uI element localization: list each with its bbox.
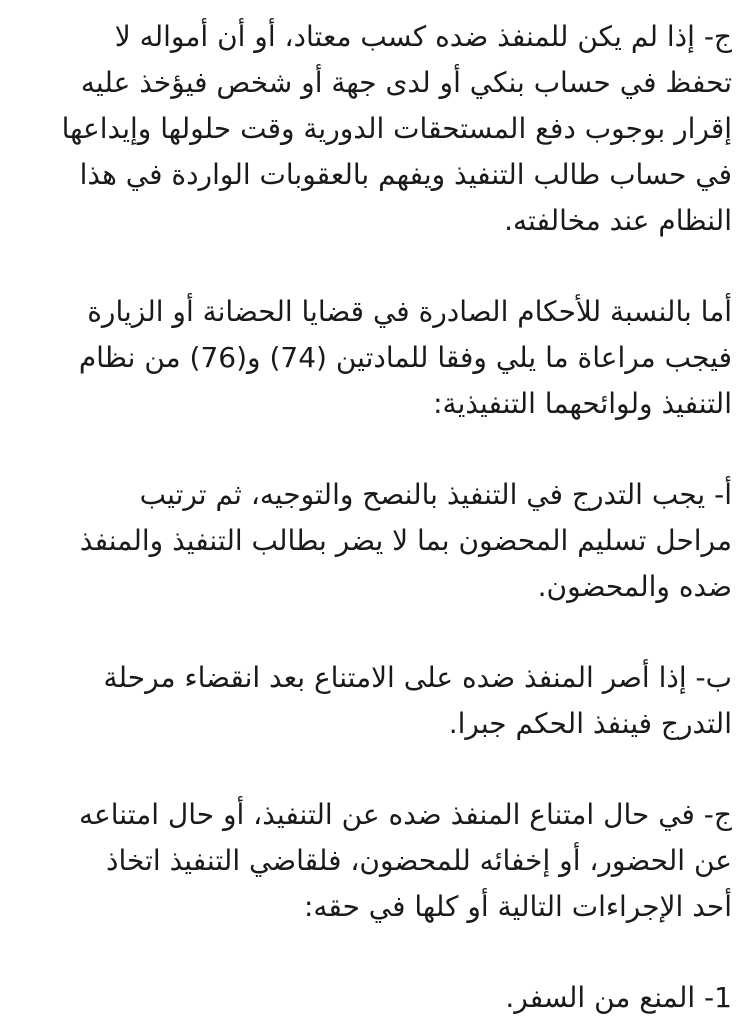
paragraph-custody-intro <box>22 289 732 427</box>
text-line: أ- يجب التدرج في التنفيذ بالنصح والتوجيه، ثم ترتيب <box>139 478 732 511</box>
text-line: فيجب مراعاة ما يلي وفقا للمادتين (74) و(76) من نظام <box>78 341 732 374</box>
text-line: عن الحضور، أو إخفائه للمحضون، فلقاضي التنفيذ اتخاذ <box>106 844 732 877</box>
text-line: ج- إذا لم يكن للمنفذ ضده كسب معتاد، أو أن أمواله لا <box>114 20 732 53</box>
text-line: التدرج فينفذ الحكم جبرا. <box>448 707 732 740</box>
text-line: أحد الإجراءات التالية أو كلها في حقه: <box>303 890 732 923</box>
paragraph-jeem-clause-2 <box>22 792 732 930</box>
paragraph-spacer <box>22 930 732 975</box>
text-line: أما بالنسبة للأحكام الصادرة في قضايا الحضانة أو الزيارة <box>87 295 732 328</box>
paragraph-spacer <box>22 244 732 289</box>
text-line: في حساب طالب التنفيذ ويفهم بالعقوبات الواردة في هذا <box>79 158 732 191</box>
paragraph-spacer <box>22 610 732 655</box>
paragraph-spacer <box>22 747 732 792</box>
text-line: إقرار بوجوب دفع المستحقات الدورية وقت حلولها وإيداعها <box>61 112 732 145</box>
paragraph-alif-clause <box>22 472 732 610</box>
paragraph-jeem-clause-1 <box>22 14 732 244</box>
text-line: ضده والمحضون. <box>537 570 732 603</box>
text-line: ج- في حال امتناع المنفذ ضده عن التنفيذ، أو حال امتناعه <box>79 798 732 831</box>
text-line: تحفظ في حساب بنكي أو لدى جهة أو شخص فيؤخذ عليه <box>80 66 732 99</box>
list-item-text: 1- المنع من السفر. <box>505 981 732 1014</box>
text-line: النظام عند مخالفته. <box>504 204 732 237</box>
paragraph-baa-clause <box>22 655 732 747</box>
text-line: ب- إذا أصر المنفذ ضده على الامتناع بعد انقضاء مرحلة <box>103 661 732 694</box>
paragraph-list-item-1 <box>22 975 732 1021</box>
text-line: التنفيذ ولوائحهما التنفيذية: <box>433 387 732 420</box>
paragraph-spacer <box>22 427 732 472</box>
text-line: مراحل تسليم المحضون بما لا يضر بطالب التنفيذ والمنفذ <box>79 524 732 557</box>
